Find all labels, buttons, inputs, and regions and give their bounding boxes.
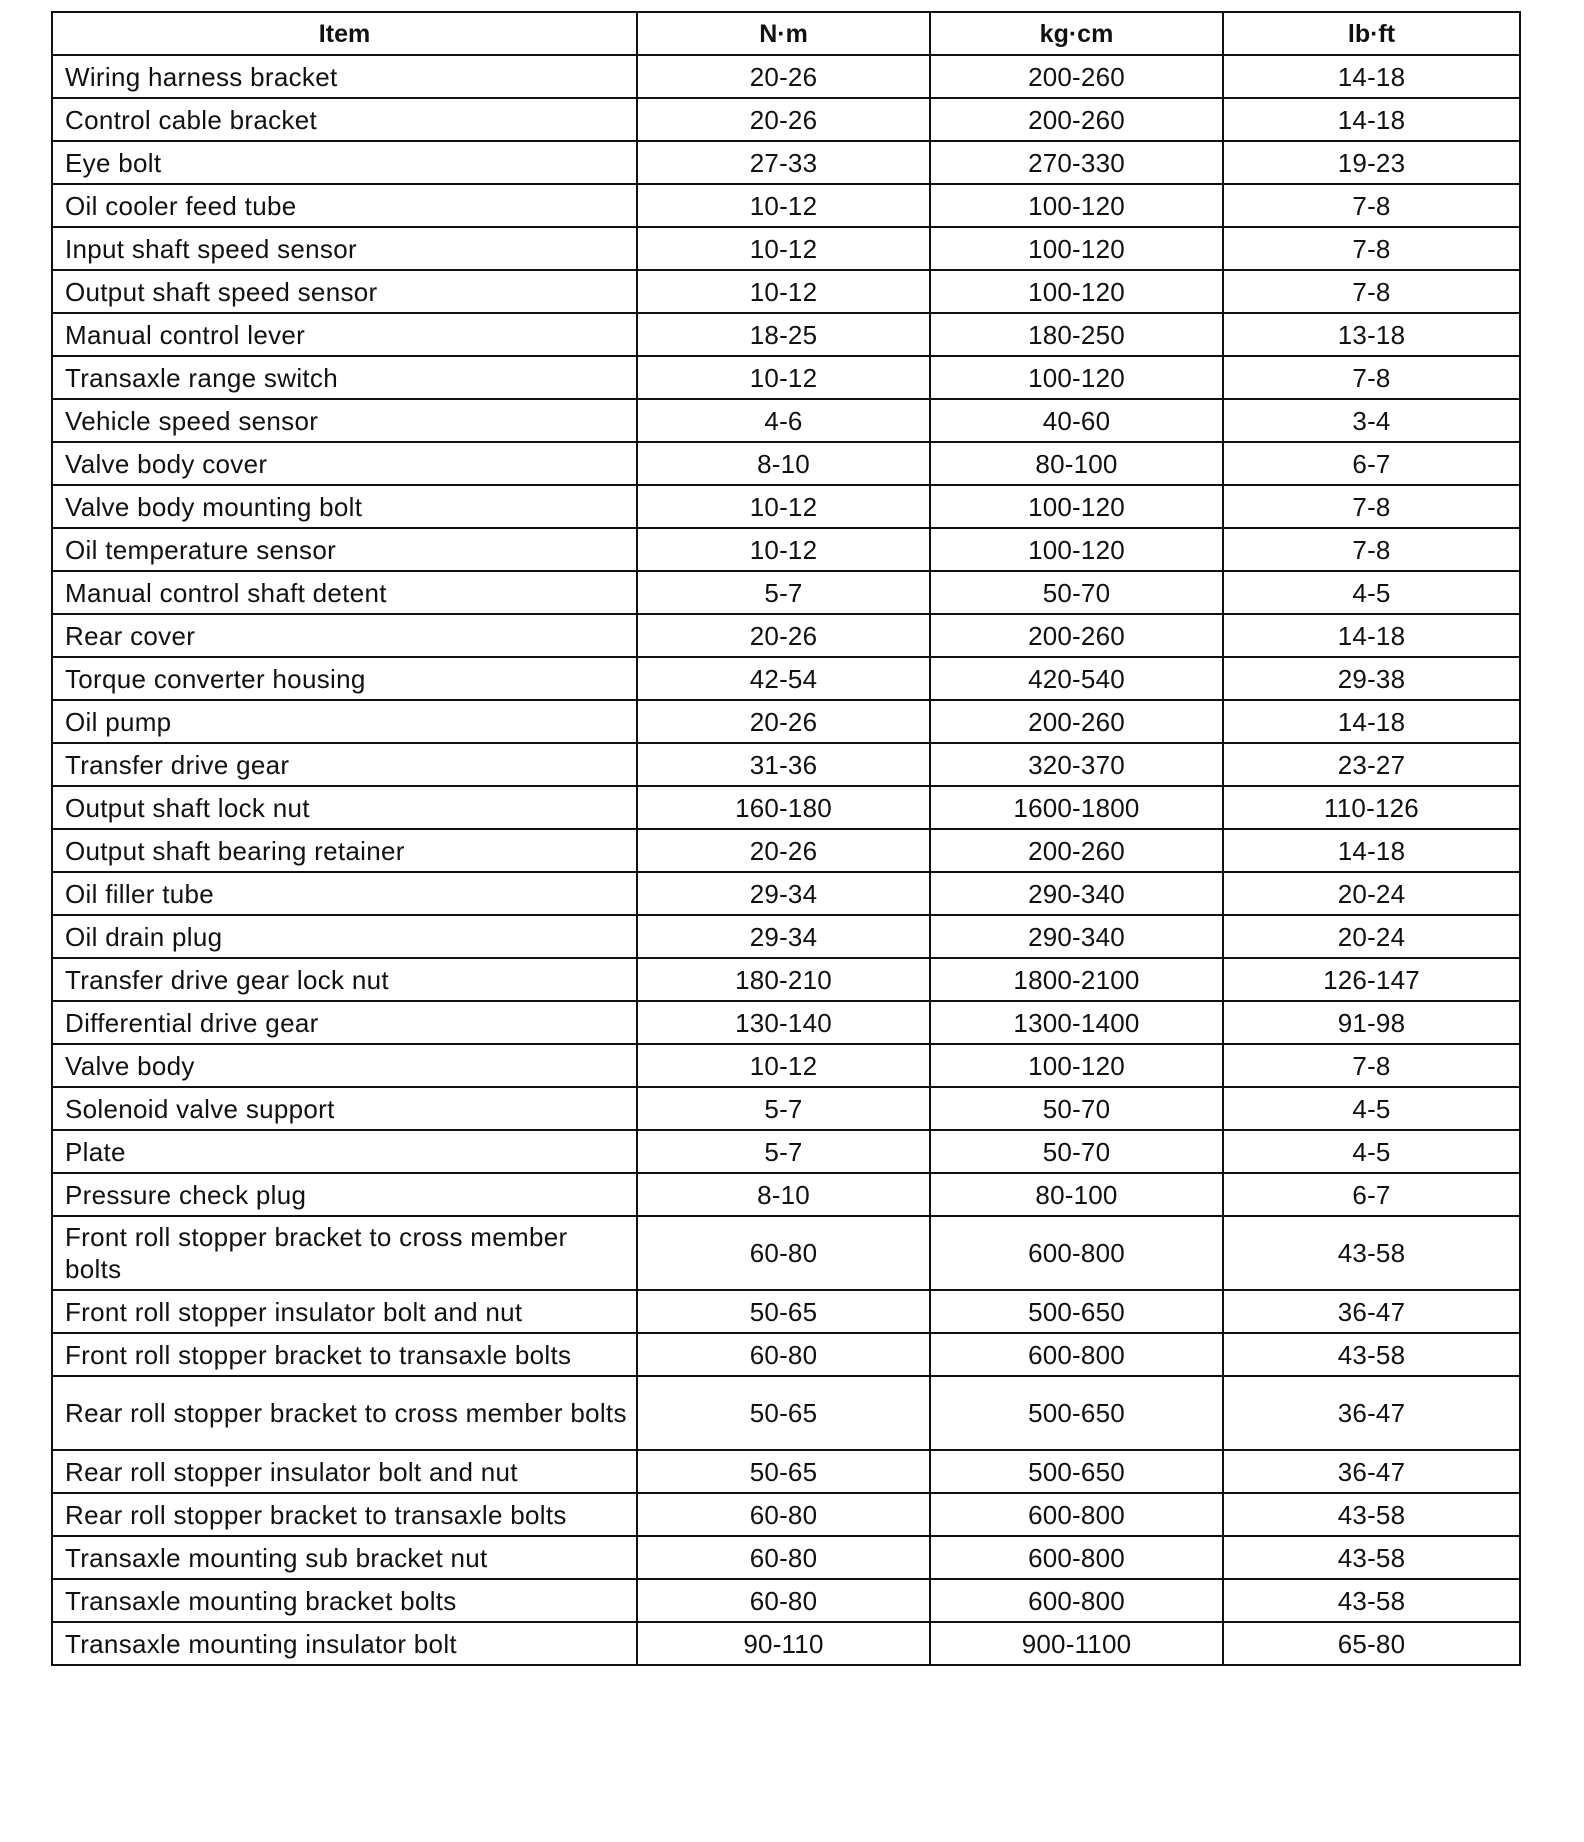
kgcm-cell: 600-800 xyxy=(930,1216,1223,1290)
lbft-cell: 7-8 xyxy=(1223,485,1520,528)
lbft-cell: 14-18 xyxy=(1223,98,1520,141)
item-cell: Eye bolt xyxy=(52,141,637,184)
table-row xyxy=(52,958,1520,1001)
lbft-cell: 7-8 xyxy=(1223,1044,1520,1087)
lbft-cell: 4-5 xyxy=(1223,1130,1520,1173)
lbft-cell: 6-7 xyxy=(1223,1173,1520,1216)
lbft-cell: 36-47 xyxy=(1223,1376,1520,1450)
kgcm-cell: 500-650 xyxy=(930,1376,1223,1450)
lbft-cell: 20-24 xyxy=(1223,915,1520,958)
item-cell: Transaxle mounting sub bracket nut xyxy=(52,1536,637,1579)
nm-cell: 29-34 xyxy=(637,915,930,958)
table-row xyxy=(52,1290,1520,1333)
nm-cell: 20-26 xyxy=(637,98,930,141)
nm-cell: 60-80 xyxy=(637,1216,930,1290)
kgcm-cell: 100-120 xyxy=(930,356,1223,399)
item-cell: Manual control shaft detent xyxy=(52,571,637,614)
nm-cell: 29-34 xyxy=(637,872,930,915)
nm-cell: 8-10 xyxy=(637,1173,930,1216)
table-row xyxy=(52,55,1520,98)
table-row xyxy=(52,1087,1520,1130)
kgcm-cell: 100-120 xyxy=(930,485,1223,528)
kgcm-cell: 600-800 xyxy=(930,1579,1223,1622)
lbft-cell: 7-8 xyxy=(1223,356,1520,399)
item-cell: Oil drain plug xyxy=(52,915,637,958)
kgcm-cell: 100-120 xyxy=(930,184,1223,227)
nm-cell: 27-33 xyxy=(637,141,930,184)
table-row xyxy=(52,829,1520,872)
lbft-cell: 43-58 xyxy=(1223,1579,1520,1622)
item-cell: Torque converter housing xyxy=(52,657,637,700)
table-row xyxy=(52,98,1520,141)
nm-cell: 10-12 xyxy=(637,356,930,399)
nm-cell: 50-65 xyxy=(637,1290,930,1333)
table-row xyxy=(52,270,1520,313)
lbft-cell: 4-5 xyxy=(1223,1087,1520,1130)
nm-cell: 160-180 xyxy=(637,786,930,829)
item-cell: Transaxle range switch xyxy=(52,356,637,399)
item-cell: Control cable bracket xyxy=(52,98,637,141)
nm-cell: 42-54 xyxy=(637,657,930,700)
item-cell: Front roll stopper bracket to transaxle bolts xyxy=(52,1333,637,1376)
table-row xyxy=(52,657,1520,700)
item-cell: Solenoid valve support xyxy=(52,1087,637,1130)
table-row xyxy=(52,1130,1520,1173)
item-cell: Transfer drive gear xyxy=(52,743,637,786)
lbft-cell: 43-58 xyxy=(1223,1333,1520,1376)
item-cell: Rear cover xyxy=(52,614,637,657)
table-row xyxy=(52,442,1520,485)
kgcm-cell: 600-800 xyxy=(930,1536,1223,1579)
kgcm-cell: 1300-1400 xyxy=(930,1001,1223,1044)
lbft-cell: 13-18 xyxy=(1223,313,1520,356)
lbft-cell: 91-98 xyxy=(1223,1001,1520,1044)
nm-cell: 60-80 xyxy=(637,1333,930,1376)
header-item: Item xyxy=(52,12,637,55)
item-cell: Differential drive gear xyxy=(52,1001,637,1044)
table-row xyxy=(52,1044,1520,1087)
header-row xyxy=(52,12,1520,55)
table-row xyxy=(52,184,1520,227)
item-cell: Wiring harness bracket xyxy=(52,55,637,98)
kgcm-cell: 900-1100 xyxy=(930,1622,1223,1665)
nm-cell: 20-26 xyxy=(637,614,930,657)
table-row xyxy=(52,485,1520,528)
header-lbft: lb·ft xyxy=(1223,12,1520,55)
lbft-cell: 7-8 xyxy=(1223,227,1520,270)
lbft-cell: 14-18 xyxy=(1223,55,1520,98)
lbft-cell: 23-27 xyxy=(1223,743,1520,786)
table-body xyxy=(52,55,1520,1665)
table-row xyxy=(52,141,1520,184)
kgcm-cell: 290-340 xyxy=(930,915,1223,958)
kgcm-cell: 100-120 xyxy=(930,270,1223,313)
nm-cell: 31-36 xyxy=(637,743,930,786)
kgcm-cell: 290-340 xyxy=(930,872,1223,915)
kgcm-cell: 500-650 xyxy=(930,1450,1223,1493)
kgcm-cell: 100-120 xyxy=(930,528,1223,571)
lbft-cell: 7-8 xyxy=(1223,270,1520,313)
table-row xyxy=(52,872,1520,915)
table-row xyxy=(52,1450,1520,1493)
table-row xyxy=(52,614,1520,657)
nm-cell: 5-7 xyxy=(637,571,930,614)
kgcm-cell: 500-650 xyxy=(930,1290,1223,1333)
lbft-cell: 14-18 xyxy=(1223,700,1520,743)
nm-cell: 20-26 xyxy=(637,55,930,98)
kgcm-cell: 80-100 xyxy=(930,442,1223,485)
item-cell: Rear roll stopper insulator bolt and nut xyxy=(52,1450,637,1493)
lbft-cell: 36-47 xyxy=(1223,1450,1520,1493)
kgcm-cell: 320-370 xyxy=(930,743,1223,786)
item-cell: Vehicle speed sensor xyxy=(52,399,637,442)
lbft-cell: 43-58 xyxy=(1223,1493,1520,1536)
kgcm-cell: 420-540 xyxy=(930,657,1223,700)
table-row xyxy=(52,1001,1520,1044)
kgcm-cell: 50-70 xyxy=(930,571,1223,614)
table-row xyxy=(52,1216,1520,1290)
lbft-cell: 14-18 xyxy=(1223,614,1520,657)
nm-cell: 5-7 xyxy=(637,1087,930,1130)
table-header xyxy=(52,12,1520,55)
item-cell: Output shaft lock nut xyxy=(52,786,637,829)
kgcm-cell: 200-260 xyxy=(930,614,1223,657)
header-nm: N·m xyxy=(637,12,930,55)
kgcm-cell: 200-260 xyxy=(930,829,1223,872)
nm-cell: 10-12 xyxy=(637,1044,930,1087)
lbft-cell: 43-58 xyxy=(1223,1216,1520,1290)
item-cell: Transfer drive gear lock nut xyxy=(52,958,637,1001)
lbft-cell: 14-18 xyxy=(1223,829,1520,872)
item-cell: Manual control lever xyxy=(52,313,637,356)
table-row xyxy=(52,227,1520,270)
table-row xyxy=(52,700,1520,743)
lbft-cell: 126-147 xyxy=(1223,958,1520,1001)
nm-cell: 5-7 xyxy=(637,1130,930,1173)
table-row xyxy=(52,1333,1520,1376)
nm-cell: 60-80 xyxy=(637,1579,930,1622)
lbft-cell: 7-8 xyxy=(1223,528,1520,571)
table-row xyxy=(52,1536,1520,1579)
nm-cell: 90-110 xyxy=(637,1622,930,1665)
nm-cell: 4-6 xyxy=(637,399,930,442)
nm-cell: 10-12 xyxy=(637,485,930,528)
nm-cell: 60-80 xyxy=(637,1493,930,1536)
item-cell: Front roll stopper insulator bolt and nut xyxy=(52,1290,637,1333)
lbft-cell: 110-126 xyxy=(1223,786,1520,829)
lbft-cell: 4-5 xyxy=(1223,571,1520,614)
table-row xyxy=(52,1376,1520,1450)
item-cell: Output shaft speed sensor xyxy=(52,270,637,313)
table-row xyxy=(52,1622,1520,1665)
table-row xyxy=(52,399,1520,442)
lbft-cell: 65-80 xyxy=(1223,1622,1520,1665)
item-cell: Transaxle mounting bracket bolts xyxy=(52,1579,637,1622)
lbft-cell: 6-7 xyxy=(1223,442,1520,485)
kgcm-cell: 270-330 xyxy=(930,141,1223,184)
nm-cell: 180-210 xyxy=(637,958,930,1001)
item-cell: Valve body cover xyxy=(52,442,637,485)
lbft-cell: 36-47 xyxy=(1223,1290,1520,1333)
nm-cell: 8-10 xyxy=(637,442,930,485)
item-cell: Oil pump xyxy=(52,700,637,743)
lbft-cell: 29-38 xyxy=(1223,657,1520,700)
nm-cell: 10-12 xyxy=(637,270,930,313)
item-cell: Pressure check plug xyxy=(52,1173,637,1216)
nm-cell: 10-12 xyxy=(637,184,930,227)
table-row xyxy=(52,528,1520,571)
kgcm-cell: 200-260 xyxy=(930,98,1223,141)
item-cell: Valve body mounting bolt xyxy=(52,485,637,528)
item-cell: Rear roll stopper bracket to transaxle bolts xyxy=(52,1493,637,1536)
item-cell: Transaxle mounting insulator bolt xyxy=(52,1622,637,1665)
table-row xyxy=(52,915,1520,958)
item-cell: Oil filler tube xyxy=(52,872,637,915)
item-cell: Rear roll stopper bracket to cross member bolts xyxy=(52,1376,637,1450)
table-row xyxy=(52,743,1520,786)
table-row xyxy=(52,313,1520,356)
kgcm-cell: 200-260 xyxy=(930,55,1223,98)
kgcm-cell: 40-60 xyxy=(930,399,1223,442)
lbft-cell: 20-24 xyxy=(1223,872,1520,915)
item-cell: Input shaft speed sensor xyxy=(52,227,637,270)
header-kgcm: kg·cm xyxy=(930,12,1223,55)
kgcm-cell: 1600-1800 xyxy=(930,786,1223,829)
nm-cell: 10-12 xyxy=(637,528,930,571)
item-cell: Oil cooler feed tube xyxy=(52,184,637,227)
kgcm-cell: 600-800 xyxy=(930,1493,1223,1536)
kgcm-cell: 50-70 xyxy=(930,1087,1223,1130)
item-cell: Output shaft bearing retainer xyxy=(52,829,637,872)
lbft-cell: 3-4 xyxy=(1223,399,1520,442)
lbft-cell: 43-58 xyxy=(1223,1536,1520,1579)
kgcm-cell: 1800-2100 xyxy=(930,958,1223,1001)
table-row xyxy=(52,571,1520,614)
nm-cell: 60-80 xyxy=(637,1536,930,1579)
table-row xyxy=(52,356,1520,399)
nm-cell: 130-140 xyxy=(637,1001,930,1044)
nm-cell: 18-25 xyxy=(637,313,930,356)
nm-cell: 20-26 xyxy=(637,829,930,872)
kgcm-cell: 180-250 xyxy=(930,313,1223,356)
kgcm-cell: 200-260 xyxy=(930,700,1223,743)
table-row xyxy=(52,1579,1520,1622)
table-row xyxy=(52,1493,1520,1536)
nm-cell: 20-26 xyxy=(637,700,930,743)
item-cell: Oil temperature sensor xyxy=(52,528,637,571)
kgcm-cell: 600-800 xyxy=(930,1333,1223,1376)
kgcm-cell: 50-70 xyxy=(930,1130,1223,1173)
kgcm-cell: 100-120 xyxy=(930,1044,1223,1087)
nm-cell: 50-65 xyxy=(637,1450,930,1493)
item-cell: Valve body xyxy=(52,1044,637,1087)
torque-spec-table xyxy=(51,11,1521,1666)
item-cell: Plate xyxy=(52,1130,637,1173)
nm-cell: 10-12 xyxy=(637,227,930,270)
table-row xyxy=(52,1173,1520,1216)
nm-cell: 50-65 xyxy=(637,1376,930,1450)
kgcm-cell: 100-120 xyxy=(930,227,1223,270)
lbft-cell: 7-8 xyxy=(1223,184,1520,227)
kgcm-cell: 80-100 xyxy=(930,1173,1223,1216)
item-cell: Front roll stopper bracket to cross member bolts xyxy=(52,1216,637,1290)
lbft-cell: 19-23 xyxy=(1223,141,1520,184)
table-row xyxy=(52,786,1520,829)
